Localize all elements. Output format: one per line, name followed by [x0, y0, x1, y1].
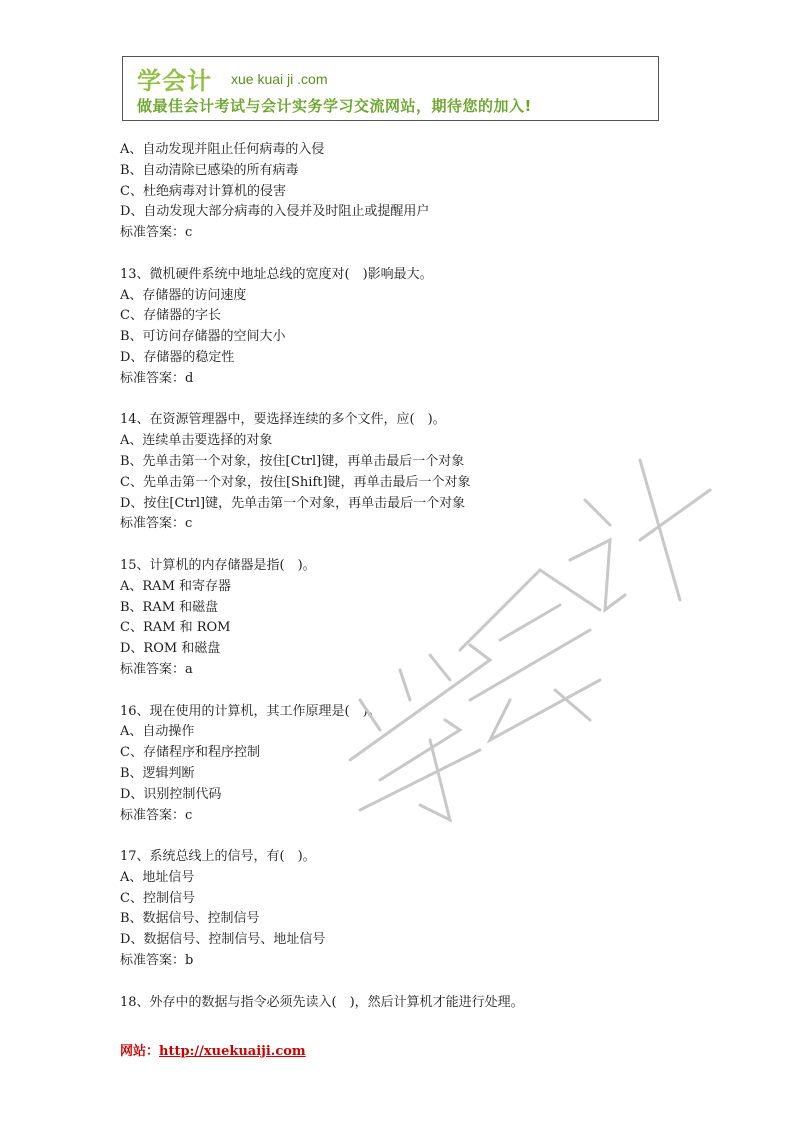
option-line: D、数据信号、控制信号、地址信号: [120, 932, 326, 948]
option-line: B、先单击第一个对象，按住[Ctrl]键，再单击最后一个对象: [120, 453, 465, 469]
option-line: B、RAM 和磁盘: [120, 599, 219, 615]
site-slogan: 做最佳会计考试与会计实务学习交流网站，期待您的加入!: [137, 97, 532, 115]
option-line: A、存储器的访问速度: [120, 287, 247, 303]
blank-line: [120, 390, 680, 411]
option-line: C、RAM 和 ROM: [120, 620, 231, 636]
option-line: D、自动发现大部分病毒的入侵并及时阻止或提醒用户: [120, 204, 430, 220]
question-stem: 17、系统总线上的信号，有( )。: [120, 849, 316, 865]
question-stem: 13、微机硬件系统中地址总线的宽度对( )影响最大。: [120, 266, 433, 282]
option-line: C、存储器的字长: [120, 308, 221, 324]
option-line: D、存储器的稳定性: [120, 349, 235, 365]
question-list: [120, 140, 680, 1013]
blank-line: [120, 972, 680, 993]
option-line: A、自动操作: [120, 724, 195, 740]
option-line: B、逻辑判断: [120, 765, 195, 781]
option-line: C、杜绝病毒对计算机的侵害: [120, 183, 286, 199]
answer-line: 标准答案：c: [120, 516, 193, 532]
question-stem: 15、计算机的内存储器是指( )。: [120, 557, 316, 573]
blank-line: [120, 681, 680, 702]
answer-line: 标准答案：a: [120, 661, 193, 677]
footer-label: 网站：: [120, 1044, 160, 1059]
blank-line: [120, 826, 680, 847]
site-banner: [122, 56, 659, 121]
question-stem: 18、外存中的数据与指令必须先读入( )，然后计算机才能进行处理。: [120, 994, 524, 1010]
option-line: D、ROM 和磁盘: [120, 641, 221, 657]
answer-line: 标准答案：c: [120, 807, 193, 823]
option-line: A、RAM 和寄存器: [120, 578, 232, 594]
site-logo: 学会计: [137, 67, 212, 95]
option-line: B、可访问存储器的空间大小: [120, 329, 286, 345]
option-line: B、数据信号、控制信号: [120, 911, 260, 927]
footer-link[interactable]: http://xuekuaiji.com: [159, 1044, 306, 1059]
option-line: D、识别控制代码: [120, 786, 222, 802]
option-line: C、存储程序和程序控制: [120, 745, 260, 761]
option-line: C、控制信号: [120, 890, 195, 906]
option-line: A、自动发现并阻止任何病毒的入侵: [120, 142, 325, 157]
question-stem: 16、现在使用的计算机，其工作原理是( )。: [120, 703, 381, 719]
option-line: A、连续单击要选择的对象: [120, 433, 273, 449]
answer-line: 标准答案：b: [120, 953, 194, 969]
option-line: B、自动清除已感染的所有病毒: [120, 162, 299, 178]
answer-line: 标准答案：d: [120, 370, 194, 386]
question-stem: 14、在资源管理器中，要选择连续的多个文件，应( )。: [120, 412, 446, 428]
option-line: A、地址信号: [120, 869, 195, 885]
blank-line: [120, 535, 680, 556]
footer: [120, 1040, 306, 1059]
site-logo-domain: xue kuai ji .com: [231, 71, 328, 87]
blank-line: [120, 244, 680, 265]
answer-line: 标准答案：c: [120, 225, 193, 241]
option-line: D、按住[Ctrl]键，先单击第一个对象，再单击最后一个对象: [120, 495, 466, 511]
option-line: C、先单击第一个对象，按住[Shift]键，再单击最后一个对象: [120, 474, 471, 490]
